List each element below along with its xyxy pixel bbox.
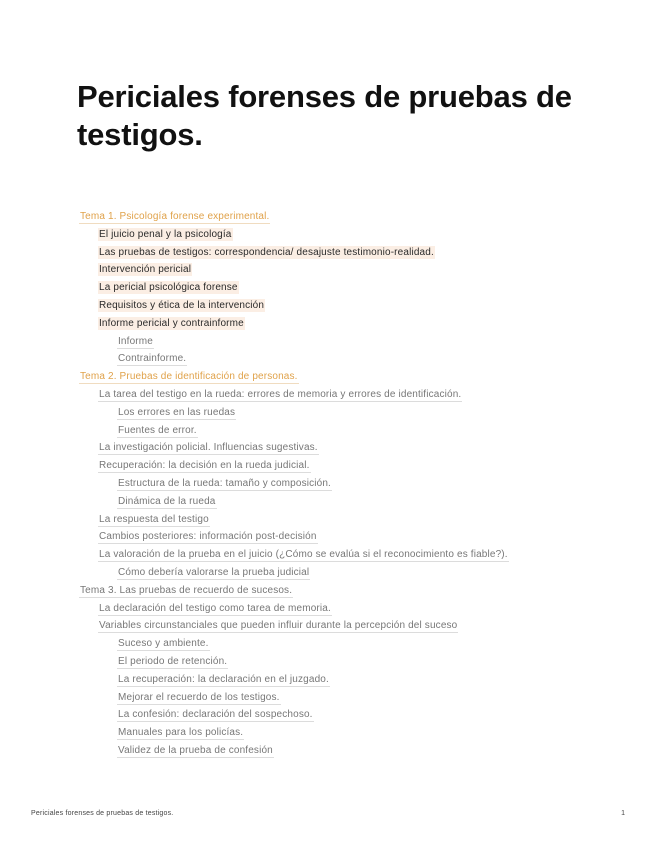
toc-entry-tema-1[interactable] <box>0 206 655 224</box>
toc-entry[interactable] <box>0 598 655 616</box>
toc-entry-label[interactable]: Informe <box>118 335 153 347</box>
toc-entry-label[interactable]: Cambios posteriores: información post-decisión <box>99 531 317 543</box>
toc-entry-label[interactable]: Mejorar el recuerdo de los testigos. <box>118 691 280 703</box>
toc-entry-label[interactable]: El juicio penal y la psicología <box>99 228 232 240</box>
toc-entry[interactable] <box>0 455 655 473</box>
toc-entry[interactable] <box>0 420 655 438</box>
toc-entry-label[interactable]: Tema 3. Las pruebas de recuerdo de sucesos. <box>80 584 293 596</box>
toc-entry-label[interactable]: Tema 1. Psicología forense experimental. <box>80 211 270 222</box>
toc-entry[interactable] <box>0 740 655 758</box>
toc-entry[interactable] <box>0 669 655 687</box>
toc-entry[interactable] <box>0 491 655 509</box>
toc-entry[interactable] <box>0 473 655 491</box>
toc-entry[interactable] <box>0 384 655 402</box>
toc-entry-label[interactable]: La declaración del testigo como tarea de memoria. <box>99 602 331 614</box>
footer-document-title: Periciales forenses de pruebas de testigos. <box>31 810 174 817</box>
toc-entry[interactable] <box>0 722 655 740</box>
toc-entry-label[interactable]: Recuperación: la decisión en la rueda judicial. <box>99 460 310 472</box>
toc-entry-label[interactable]: La valoración de la prueba en el juicio (¿Cómo se evalúa si el reconocimiento es fiable?). <box>99 549 508 561</box>
toc-entry[interactable] <box>0 348 655 366</box>
toc-entry-label[interactable]: Dinámica de la rueda <box>118 495 216 507</box>
toc-entry-label[interactable]: Contrainforme. <box>118 353 187 365</box>
toc-entry-label[interactable]: Estructura de la rueda: tamaño y composición. <box>118 477 331 489</box>
toc-entry-label[interactable]: Suceso y ambiente. <box>118 638 209 650</box>
toc-entry[interactable] <box>0 242 655 260</box>
toc-entry[interactable] <box>0 224 655 242</box>
page-number: 1 <box>621 810 625 817</box>
toc-entry[interactable] <box>0 615 655 633</box>
table-of-contents <box>0 206 655 758</box>
toc-entry-label[interactable]: La recuperación: la declaración en el juzgado. <box>118 673 329 685</box>
toc-entry-label[interactable]: Manuales para los policías. <box>118 727 244 739</box>
document-title: Periciales forenses de pruebas de testigos. <box>77 79 572 152</box>
toc-entry-label[interactable]: Tema 2. Pruebas de identificación de personas. <box>80 371 298 383</box>
toc-entry-label[interactable]: Fuentes de error. <box>118 424 197 436</box>
toc-entry[interactable] <box>0 704 655 722</box>
toc-entry-label[interactable]: La investigación policial. Influencias sugestivas. <box>99 442 318 454</box>
toc-entry[interactable] <box>0 562 655 580</box>
toc-entry-label[interactable]: La tarea del testigo en la rueda: errores de memoria y errores de identificación. <box>99 388 462 400</box>
toc-entry[interactable] <box>0 402 655 420</box>
toc-entry[interactable] <box>0 633 655 651</box>
toc-entry-label[interactable]: El periodo de retención. <box>118 655 228 667</box>
toc-entry[interactable] <box>0 526 655 544</box>
toc-entry-label[interactable]: Informe pericial y contrainforme <box>99 317 244 329</box>
toc-entry[interactable] <box>0 331 655 349</box>
toc-entry-label[interactable]: Variables circunstanciales que pueden influir durante la percepción del suceso <box>99 620 458 632</box>
toc-entry-label[interactable]: Validez de la prueba de confesión <box>118 744 273 756</box>
toc-entry[interactable] <box>0 259 655 277</box>
toc-entry-label[interactable]: Los errores en las ruedas <box>118 406 236 418</box>
toc-entry[interactable] <box>0 295 655 313</box>
toc-entry[interactable] <box>0 437 655 455</box>
toc-entry-label[interactable]: Intervención pericial <box>99 264 192 276</box>
toc-entry-label[interactable]: La respuesta del testigo <box>99 513 209 525</box>
toc-entry-label[interactable]: La pericial psicológica forense <box>99 282 238 294</box>
toc-entry[interactable] <box>0 687 655 705</box>
toc-entry-label[interactable]: Requisitos y ética de la intervención <box>99 299 265 311</box>
toc-entry-label[interactable]: La confesión: declaración del sospechoso. <box>118 709 313 721</box>
toc-entry-tema-2[interactable] <box>0 366 655 384</box>
toc-entry[interactable] <box>0 313 655 331</box>
toc-entry-label[interactable]: Las pruebas de testigos: correspondencia/ desajuste testimonio-realidad. <box>99 246 434 258</box>
toc-entry[interactable] <box>0 544 655 562</box>
toc-entry[interactable] <box>0 509 655 527</box>
toc-entry-label[interactable]: Cómo debería valorarse la prueba judicial <box>118 566 310 578</box>
toc-entry[interactable] <box>0 277 655 295</box>
toc-entry[interactable] <box>0 651 655 669</box>
toc-entry-tema-3[interactable] <box>0 580 655 598</box>
